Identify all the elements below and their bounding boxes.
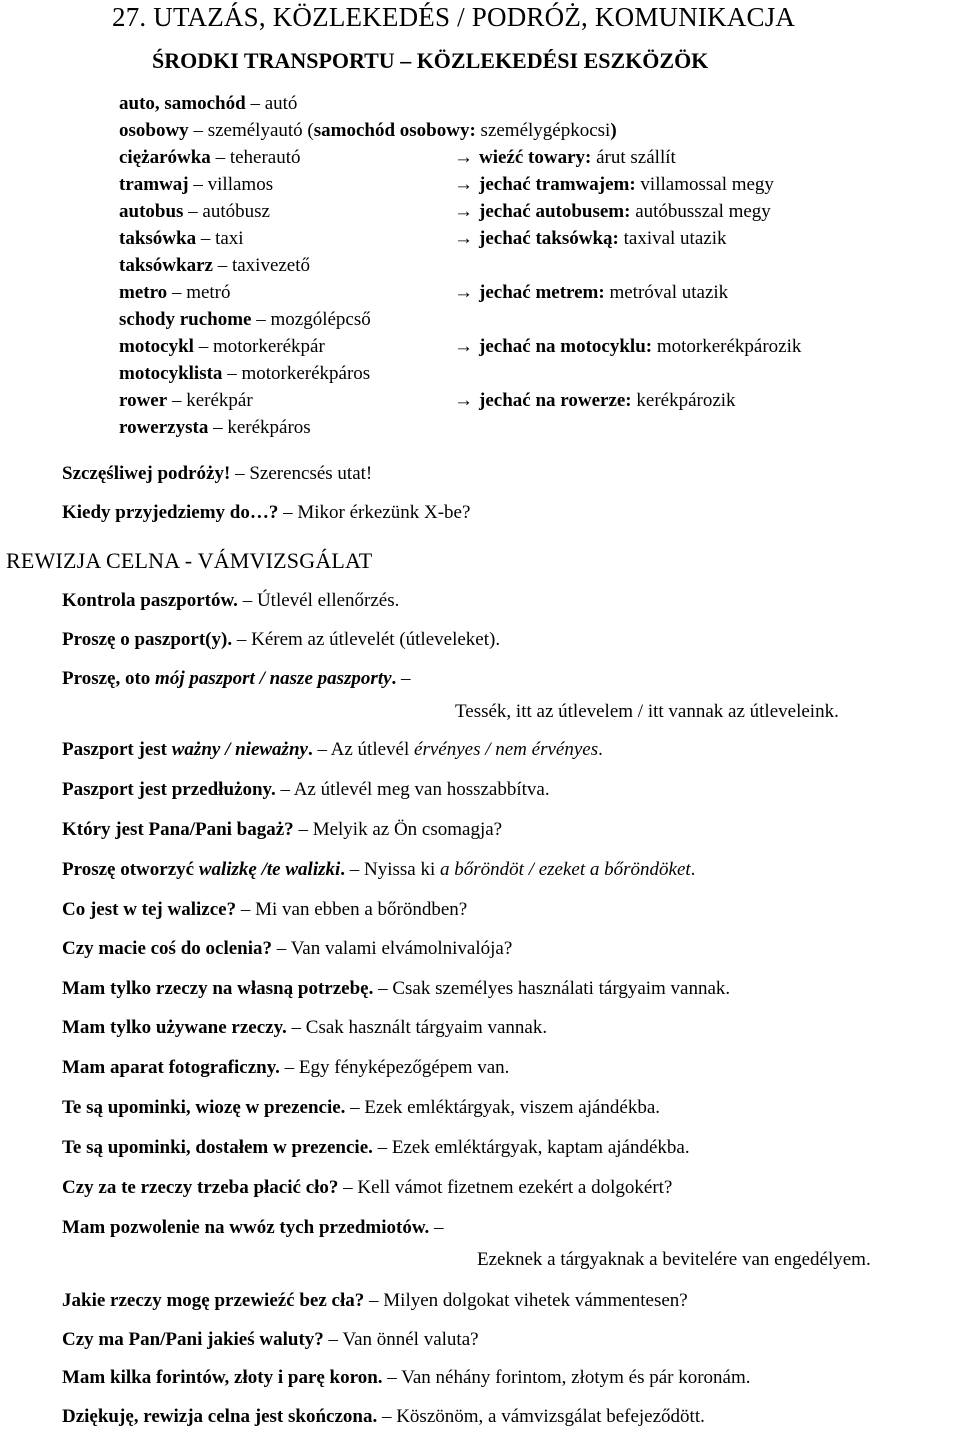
- vocab-left: [119, 117, 617, 144]
- dash-separator: [373, 978, 392, 999]
- hungarian-term: személygépkocsi: [480, 120, 611, 141]
- polish-text: Czy za te rzeczy trzeba płacić cło?: [62, 1177, 339, 1198]
- hungarian-text: Nyissa ki: [364, 859, 441, 880]
- section-subtitle: ŚRODKI TRANSPORTU – KÖZLEKEDÉSI ESZKÖZÖK: [152, 48, 709, 73]
- polish-phrase: Szczęśliwej podróży!: [62, 463, 231, 484]
- vocab-phrase: [454, 279, 728, 306]
- polish-term: autobus: [119, 201, 184, 222]
- hungarian-phrase: árut szállít: [591, 147, 676, 168]
- phrase-line: [62, 1015, 952, 1041]
- paren-open: (: [302, 120, 314, 141]
- hungarian-text: .: [690, 859, 696, 880]
- hungarian-term: taxivezető: [231, 255, 311, 276]
- hungarian-text: Az útlevél: [330, 739, 415, 760]
- paren-close: ): [610, 120, 617, 141]
- colon-separator: :: [469, 120, 481, 141]
- polish-phrase: jechać na motocyklu:: [479, 336, 653, 357]
- hungarian-phrase: metróval utazik: [604, 282, 729, 303]
- polish-text: walizkę /te walizki: [198, 859, 341, 880]
- hungarian-term: villamos: [207, 174, 274, 195]
- hungarian-phrase: taxival utazik: [618, 228, 727, 249]
- arrow-right-icon: →: [454, 390, 473, 411]
- polish-text: Paszport jest przedłużony.: [62, 779, 276, 800]
- polish-text: Czy ma Pan/Pani jakieś waluty?: [62, 1329, 324, 1350]
- travel-wishes: [62, 460, 952, 526]
- vocab-row: [119, 387, 939, 414]
- polish-term: schody ruchome: [119, 309, 252, 330]
- customs-section-title: REWIZJA CELNA - VÁMVIZSGÁLAT: [6, 548, 373, 573]
- hungarian-term: autó: [264, 93, 298, 114]
- phrase-line: [62, 976, 952, 1002]
- arrow-right-icon: →: [454, 282, 473, 303]
- dash-separator: [287, 1017, 306, 1038]
- hungarian-term: autóbusz: [202, 201, 270, 222]
- vocab-left: [119, 252, 310, 279]
- hungarian-phrase: Mikor érkezünk X-be?: [297, 502, 471, 523]
- hungarian-text: Kell vámot fizetnem ezekért a dolgokért?: [357, 1177, 673, 1198]
- phrase-line: [62, 1055, 952, 1081]
- dash-separator: [167, 282, 186, 303]
- phrase-line: [62, 1215, 952, 1241]
- dash-separator: [364, 1290, 383, 1311]
- phrase-line: [62, 857, 952, 883]
- polish-text: mój paszport / nasze paszporty: [155, 668, 392, 689]
- hungarian-text: Milyen dolgokat vihetek vámmentesen?: [383, 1290, 688, 1311]
- polish-text: Który jest Pana/Pani bagaż?: [62, 819, 294, 840]
- dash-separator: [222, 363, 241, 384]
- vocab-phrase: [454, 171, 774, 198]
- vocab-row: [119, 414, 939, 441]
- polish-text: .: [391, 668, 397, 689]
- dash-separator: [167, 390, 186, 411]
- polish-text: Proszę otworzyć: [62, 859, 199, 880]
- phrase-line: [62, 777, 952, 803]
- vocab-row: [119, 171, 939, 198]
- vocab-left: [119, 306, 371, 333]
- dash-separator: [213, 255, 232, 276]
- dash-separator: [232, 629, 251, 650]
- dash-separator: [238, 590, 257, 611]
- vocab-phrase: [454, 333, 801, 360]
- phrase-line: [62, 666, 952, 692]
- vocab-phrase: [454, 387, 736, 414]
- polish-text: Mam tylko używane rzeczy.: [62, 1017, 287, 1038]
- polish-text: .: [340, 859, 346, 880]
- vocab-left: [119, 90, 297, 117]
- vocab-left: [119, 144, 301, 171]
- polish-text: ważny / nieważny: [171, 739, 308, 760]
- dash-separator: [345, 1097, 364, 1118]
- dash-separator: [236, 899, 255, 920]
- hungarian-term: teherautó: [229, 147, 301, 168]
- hungarian-term: motorkerékpár: [212, 336, 325, 357]
- phrase-line: [62, 1095, 952, 1121]
- phrase-line: [62, 817, 952, 843]
- phrase-line: [62, 1175, 952, 1201]
- vocabulary-list: [119, 90, 939, 441]
- dash-separator: [396, 668, 415, 689]
- polish-term: samochód osobowy: [313, 120, 470, 141]
- dash-separator: [383, 1367, 402, 1388]
- hungarian-phrase: motorkerékpározik: [652, 336, 802, 357]
- vocab-left: [119, 198, 270, 225]
- hungarian-term: taxi: [215, 228, 244, 249]
- polish-term: tramwaj: [119, 174, 189, 195]
- dash-separator: [313, 739, 331, 760]
- polish-term: taksówkarz: [119, 255, 213, 276]
- hungarian-text: érvényes / nem érvényes: [414, 739, 599, 760]
- arrow-right-icon: →: [454, 228, 473, 249]
- polish-term: taksówka: [119, 228, 197, 249]
- hungarian-term: motorkerékpáros: [241, 363, 371, 384]
- dash-separator: [230, 463, 249, 484]
- polish-text: Te są upominki, dostałem w prezencie.: [62, 1137, 373, 1158]
- polish-term: rower: [119, 390, 168, 411]
- dash-separator: [278, 502, 297, 523]
- polish-text: Kontrola paszportów.: [62, 590, 238, 611]
- hungarian-text: Ezek emléktárgyak, viszem ajándékba.: [364, 1097, 661, 1118]
- vocab-left: [119, 333, 325, 360]
- arrow-right-icon: →: [454, 174, 473, 195]
- hungarian-continuation: Ezeknek a tárgyaknak a bevitelére van engedélyem.: [477, 1249, 871, 1270]
- hungarian-text: Az útlevél meg van hosszabbítva.: [293, 779, 550, 800]
- vocab-row: [119, 198, 939, 225]
- polish-text: Co jest w tej walizce?: [62, 899, 237, 920]
- arrow-right-icon: →: [454, 336, 473, 357]
- hungarian-term: kerékpáros: [227, 417, 311, 438]
- dash-separator: [196, 228, 215, 249]
- polish-text: Jakie rzeczy mogę przewieźć bez cła?: [62, 1290, 365, 1311]
- vocab-left: [119, 225, 244, 252]
- vocab-phrase: [454, 198, 771, 225]
- vocab-row: [119, 333, 939, 360]
- phrase-line: [62, 897, 952, 923]
- hungarian-phrase: villamossal megy: [635, 174, 774, 195]
- hungarian-term: mozgólépcső: [270, 309, 371, 330]
- dash-separator: [294, 819, 313, 840]
- polish-phrase: jechać na rowerze:: [479, 390, 632, 411]
- page-title: 27. UTAZÁS, KÖZLEKEDÉS / PODRÓŻ, KOMUNIKACJA: [112, 2, 796, 32]
- phrase-line: [62, 1404, 952, 1430]
- hungarian-text: Egy fényképezőgépem van.: [298, 1057, 510, 1078]
- vocab-row: [119, 306, 939, 333]
- polish-term: ciężarówka: [119, 147, 211, 168]
- vocab-left: [119, 279, 231, 306]
- hungarian-text: Van valami elvámolnivalója?: [290, 938, 513, 959]
- polish-text: Czy macie coś do oclenia?: [62, 938, 273, 959]
- dash-separator: [377, 1406, 396, 1427]
- hungarian-text: Ezek emléktárgyak, kaptam ajándékba.: [391, 1137, 690, 1158]
- dash-separator: [189, 120, 208, 141]
- hungarian-term: metró: [186, 282, 231, 303]
- hungarian-text: Köszönöm, a vámvizsgálat befejeződött.: [396, 1406, 705, 1427]
- dash-separator: [208, 417, 227, 438]
- arrow-right-icon: →: [454, 201, 473, 222]
- phrase-line: [62, 1288, 952, 1314]
- vocab-row: [119, 360, 939, 387]
- polish-text: Mam tylko rzeczy na własną potrzebę.: [62, 978, 374, 999]
- wish-line: [62, 499, 952, 526]
- phrase-line: [62, 1365, 952, 1391]
- vocab-phrase: [454, 225, 727, 252]
- vocab-row: [119, 225, 939, 252]
- hungarian-phrase: Szerencsés utat!: [249, 463, 373, 484]
- phrase-line: [62, 1135, 952, 1161]
- hungarian-text: Van néhány forintom, złotym és pár koronám.: [401, 1367, 751, 1388]
- vocab-row: [119, 252, 939, 279]
- dash-separator: [324, 1329, 343, 1350]
- vocab-row: [119, 90, 939, 117]
- polish-text: Proszę o paszport(y).: [62, 629, 233, 650]
- hungarian-text: a bőröndöt / ezeket a bőröndöket: [440, 859, 691, 880]
- dash-separator: [373, 1137, 392, 1158]
- dash-separator: [338, 1177, 357, 1198]
- vocab-row: [119, 279, 939, 306]
- dash-separator: [251, 309, 270, 330]
- hungarian-term: személyautó: [207, 120, 303, 141]
- polish-term: motocyklista: [119, 363, 223, 384]
- hungarian-text: Csak használt tárgyaim vannak.: [305, 1017, 548, 1038]
- dash-separator: [272, 938, 291, 959]
- polish-phrase: jechać autobusem:: [479, 201, 631, 222]
- polish-text: Proszę, oto: [62, 668, 156, 689]
- polish-text: Paszport jest: [62, 739, 172, 760]
- dash-separator: [189, 174, 208, 195]
- dash-separator: [429, 1217, 448, 1238]
- polish-phrase: Kiedy przyjedziemy do…?: [62, 502, 279, 523]
- polish-text: Mam kilka forintów, złoty i parę koron.: [62, 1367, 383, 1388]
- phrase-line: [62, 737, 952, 763]
- hungarian-text: .: [598, 739, 603, 760]
- polish-text: .: [307, 739, 313, 760]
- hungarian-text: Melyik az Ön csomagja?: [312, 819, 503, 840]
- hungarian-text: Csak személyes használati tárgyaim vannak.: [392, 978, 731, 999]
- phrase-line: [62, 936, 952, 962]
- polish-text: Dziękuję, rewizja celna jest skończona.: [62, 1406, 378, 1427]
- dash-separator: [211, 147, 230, 168]
- dash-separator: [345, 859, 364, 880]
- vocab-left: [119, 414, 311, 441]
- polish-text: Mam pozwolenie na wwóz tych przedmiotów.: [62, 1217, 430, 1238]
- arrow-right-icon: →: [454, 147, 473, 168]
- vocab-row: [119, 144, 939, 171]
- polish-text: Te są upominki, wiozę w prezencie.: [62, 1097, 346, 1118]
- hungarian-phrase: kerékpározik: [631, 390, 736, 411]
- polish-term: osobowy: [119, 120, 189, 141]
- polish-phrase: wieźć towary:: [479, 147, 592, 168]
- polish-term: auto, samochód: [119, 93, 246, 114]
- phrase-line: [62, 588, 952, 614]
- wish-line: [62, 460, 952, 487]
- hungarian-term: kerékpár: [186, 390, 253, 411]
- dash-separator: [194, 336, 213, 357]
- polish-phrase: jechać taksówką:: [479, 228, 619, 249]
- polish-term: motocykl: [119, 336, 194, 357]
- hungarian-text: Kérem az útlevelét (útleveleket).: [251, 629, 501, 650]
- dash-separator: [276, 779, 294, 800]
- polish-term: metro: [119, 282, 168, 303]
- phrase-line: [62, 627, 952, 653]
- polish-phrase: jechać tramwajem:: [479, 174, 636, 195]
- hungarian-text: Útlevél ellenőrzés.: [256, 590, 400, 611]
- hungarian-text: Mi van ebben a bőröndben?: [255, 899, 468, 920]
- dash-separator: [183, 201, 202, 222]
- dash-separator: [246, 93, 265, 114]
- dash-separator: [280, 1057, 299, 1078]
- vocab-row: [119, 117, 939, 144]
- phrase-line: [62, 1327, 952, 1353]
- hungarian-phrase: autóbusszal megy: [630, 201, 771, 222]
- vocab-phrase: [454, 144, 676, 171]
- vocab-left: [119, 171, 273, 198]
- vocab-left: [119, 360, 370, 387]
- vocab-left: [119, 387, 253, 414]
- polish-term: rowerzysta: [119, 417, 209, 438]
- polish-text: Mam aparat fotograficzny.: [62, 1057, 280, 1078]
- hungarian-text: Van önnél valuta?: [342, 1329, 479, 1350]
- hungarian-continuation: Tessék, itt az útlevelem / itt vannak az útleveleink.: [455, 701, 839, 722]
- polish-phrase: jechać metrem:: [479, 282, 605, 303]
